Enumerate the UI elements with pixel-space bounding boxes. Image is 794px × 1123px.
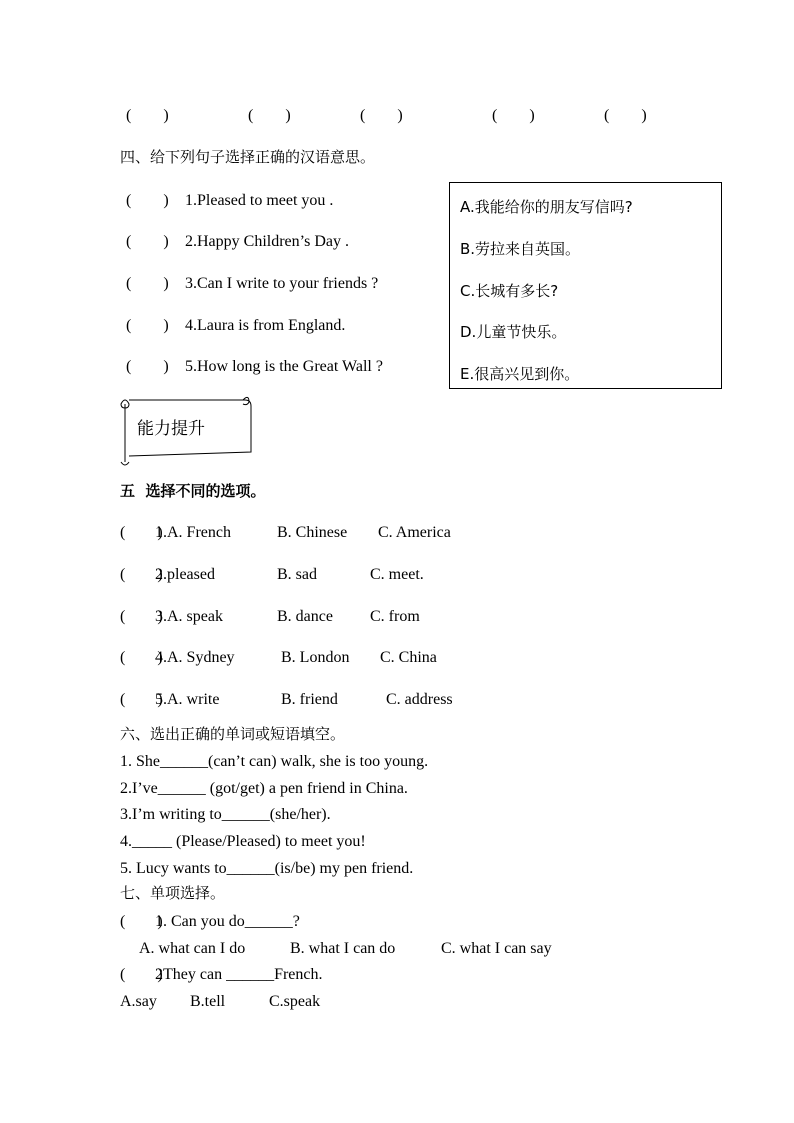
answer-paren: ( ) (120, 691, 163, 708)
answer-paren: ( ) (360, 107, 403, 124)
option-c: C.speak (269, 993, 321, 1010)
option-c: C. China (380, 649, 437, 666)
answer-paren: ( ) (126, 317, 169, 334)
answer-paren: ( ) (248, 107, 291, 124)
option-c: C. from (370, 608, 420, 625)
option-b: B.tell (190, 993, 226, 1010)
option-c: C. America (378, 524, 451, 541)
answer-paren: ( ) (126, 358, 169, 375)
answer-paren: ( ) (604, 107, 647, 124)
answer-paren: ( ) (120, 566, 163, 583)
option-b: B. dance (277, 608, 333, 625)
option-a: 5.A. write (155, 691, 220, 708)
option-a: 2.pleased (155, 566, 215, 583)
option-b: B. Chinese (277, 524, 348, 541)
option-item: C.长城有多长? (460, 282, 559, 300)
section4-title: 四、给下列句子选择正确的汉语意思。 (120, 148, 376, 166)
answer-paren: ( ) (120, 913, 163, 930)
section7-title: 七、单项选择。 (120, 884, 226, 902)
section5-title: 五 选择不同的选项。 (120, 482, 266, 500)
option-item: D.儿童节快乐。 (460, 323, 567, 341)
banner-label: 能力提升 (137, 419, 205, 439)
fill-in-line: 4._____ (Please/Pleased) to meet you! (120, 833, 366, 850)
option-c: C. address (386, 691, 453, 708)
answer-paren: ( ) (126, 107, 169, 124)
option-a: 1.A. French (155, 524, 231, 541)
sentence: 2.Happy Children’s Day . (185, 233, 349, 250)
answer-paren: ( ) (126, 233, 169, 250)
answer-paren: ( ) (120, 608, 163, 625)
option-c: C. meet. (370, 566, 424, 583)
option-b: B. London (281, 649, 350, 666)
answer-paren: ( ) (120, 966, 163, 983)
option-b: B. friend (281, 691, 338, 708)
question-text: 2They can ______French. (155, 966, 323, 983)
sentence: 1.Pleased to meet you . (185, 192, 334, 209)
answer-paren: ( ) (492, 107, 535, 124)
sentence: 5.How long is the Great Wall ? (185, 358, 383, 375)
sentence: 4.Laura is from England. (185, 317, 346, 334)
fill-in-line: 3.I’m writing to______(she/her). (120, 806, 331, 823)
option-c: C. what I can say (441, 940, 552, 957)
option-b: B. what I can do (290, 940, 396, 957)
sentence: 3.Can I write to your friends ? (185, 275, 379, 292)
answer-paren: ( ) (126, 275, 169, 292)
fill-in-line: 5. Lucy wants to______(is/be) my pen friend. (120, 860, 414, 877)
fill-in-line: 2.I’ve______ (got/get) a pen friend in China. (120, 780, 408, 797)
option-item: E.很高兴见到你。 (460, 365, 580, 383)
option-a: 3.A. speak (155, 608, 223, 625)
option-a: 4.A. Sydney (155, 649, 235, 666)
section6-title: 六、选出正确的单词或短语填空。 (120, 725, 346, 743)
answer-paren: ( ) (120, 524, 163, 541)
question-text: 1. Can you do______? (155, 913, 300, 930)
answer-paren: ( ) (126, 192, 169, 209)
option-item: A.我能给你的朋友写信吗? (460, 198, 633, 216)
fill-in-line: 1. She______(can’t can) walk, she is too young. (120, 753, 429, 770)
option-item: B.劳拉来自英国。 (460, 240, 581, 258)
option-a: A.say (120, 993, 157, 1010)
option-b: B. sad (277, 566, 317, 583)
option-a: A. what can I do (139, 940, 246, 957)
answer-paren: ( ) (120, 649, 163, 666)
